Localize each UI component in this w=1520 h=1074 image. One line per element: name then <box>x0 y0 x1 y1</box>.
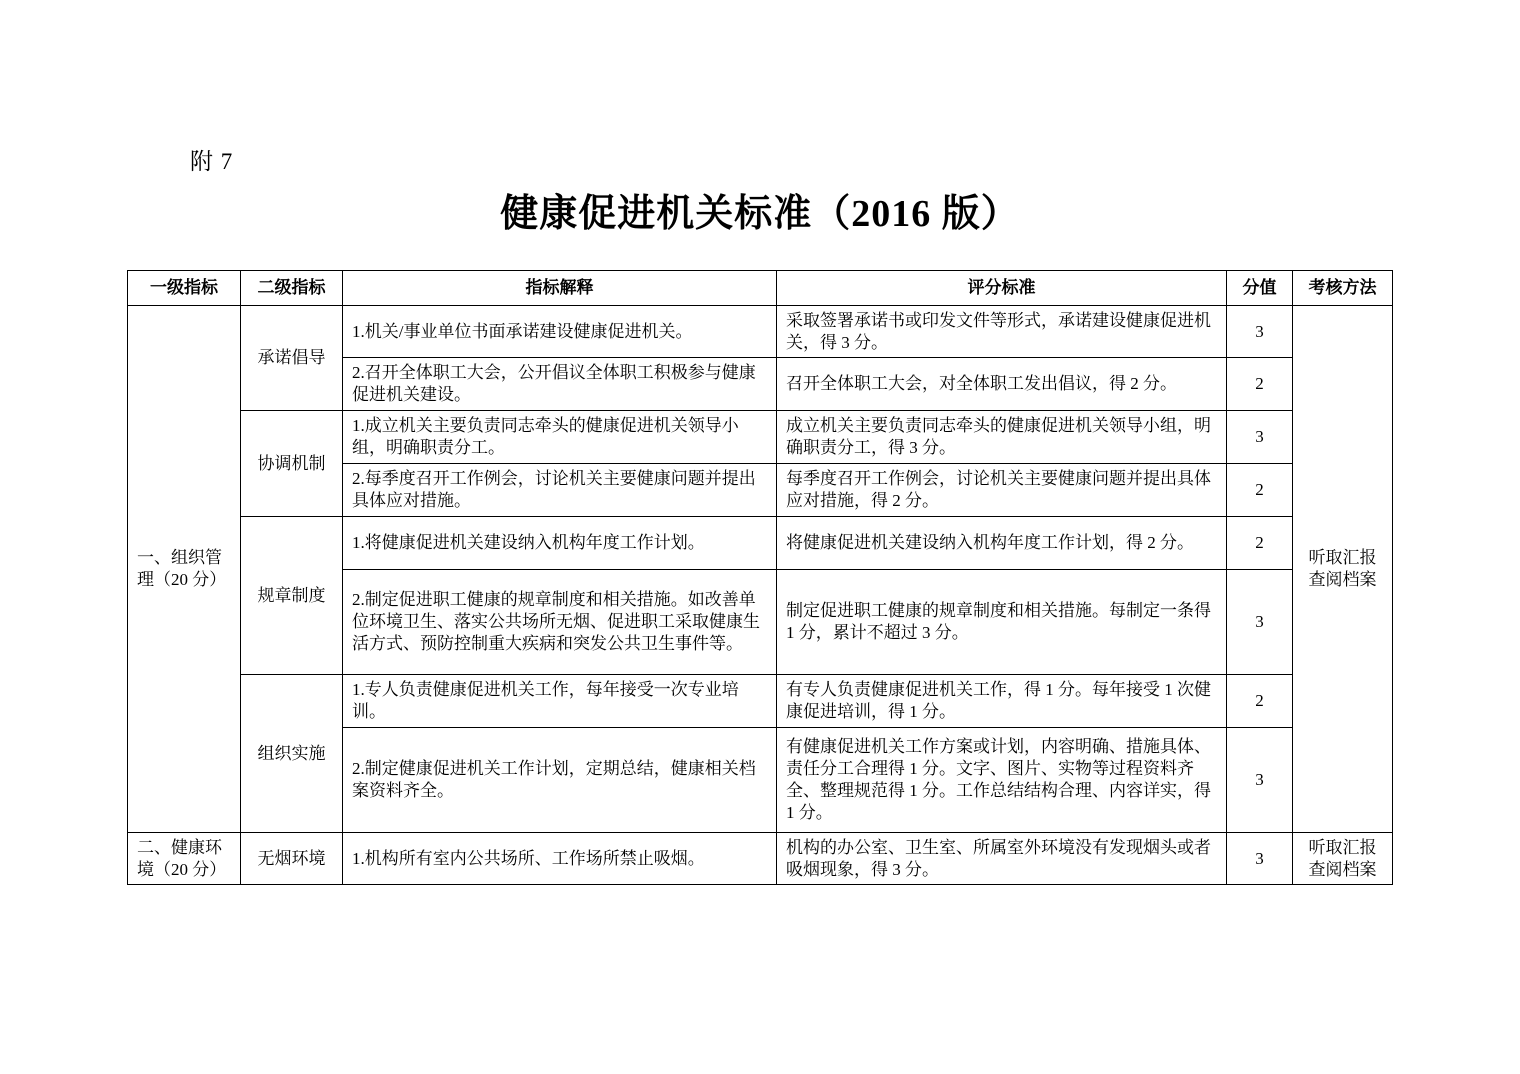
method-cell: 听取汇报查阅档案 <box>1293 833 1393 885</box>
level2-cell: 协调机制 <box>241 411 343 517</box>
score-cell: 3 <box>1227 306 1293 358</box>
criteria-cell: 召开全体职工大会，对全体职工发出倡议，得 2 分。 <box>777 358 1227 411</box>
explain-cell: 2.制定健康促进机关工作计划，定期总结，健康相关档案资料齐全。 <box>343 728 777 833</box>
header-level1: 一级指标 <box>128 271 241 306</box>
criteria-cell: 制定促进职工健康的规章制度和相关措施。每制定一条得 1 分，累计不超过 3 分。 <box>777 570 1227 675</box>
standards-table <box>127 270 1393 885</box>
level2-cell: 规章制度 <box>241 517 343 675</box>
explain-cell: 2.召开全体职工大会，公开倡议全体职工积极参与健康促进机关建设。 <box>343 358 777 411</box>
score-cell: 3 <box>1227 570 1293 675</box>
criteria-cell: 采取签署承诺书或印发文件等形式，承诺建设健康促进机关，得 3 分。 <box>777 306 1227 358</box>
header-explain: 指标解释 <box>343 271 777 306</box>
table-row <box>128 675 1393 728</box>
score-cell: 3 <box>1227 833 1293 885</box>
document-title: 健康促进机关标准（2016 版） <box>500 193 1020 235</box>
explain-cell: 2.每季度召开工作例会，讨论机关主要健康问题并提出具体应对措施。 <box>343 464 777 517</box>
criteria-cell: 有健康促进机关工作方案或计划，内容明确、措施具体、责任分工合理得 1 分。文字、图片、实物等过程资料齐全、整理规范得 1 分。工作总结结构合理、内容详实，得 1 分。 <box>777 728 1227 833</box>
table-header-row <box>128 271 1393 306</box>
header-criteria: 评分标准 <box>777 271 1227 306</box>
explain-cell: 1.将健康促进机关建设纳入机构年度工作计划。 <box>343 517 777 570</box>
explain-cell: 1.成立机关主要负责同志牵头的健康促进机关领导小组，明确职责分工。 <box>343 411 777 464</box>
score-cell: 2 <box>1227 675 1293 728</box>
explain-cell: 2.制定促进职工健康的规章制度和相关措施。如改善单位环境卫生、落实公共场所无烟、促进职工采取健康生活方式、预防控制重大疾病和突发公共卫生事件等。 <box>343 570 777 675</box>
explain-cell: 1.专人负责健康促进机关工作，每年接受一次专业培训。 <box>343 675 777 728</box>
criteria-cell: 每季度召开工作例会，讨论机关主要健康问题并提出具体应对措施，得 2 分。 <box>777 464 1227 517</box>
score-cell: 2 <box>1227 358 1293 411</box>
score-cell: 2 <box>1227 517 1293 570</box>
criteria-cell: 有专人负责健康促进机关工作，得 1 分。每年接受 1 次健康促进培训，得 1 分。 <box>777 675 1227 728</box>
table-row <box>128 517 1393 570</box>
header-score: 分值 <box>1227 271 1293 306</box>
table-row <box>128 306 1393 358</box>
level2-cell: 组织实施 <box>241 675 343 833</box>
header-method: 考核方法 <box>1293 271 1393 306</box>
table-row <box>128 833 1393 885</box>
score-cell: 2 <box>1227 464 1293 517</box>
level1-cell: 二、健康环境（20 分） <box>128 833 241 885</box>
score-cell: 3 <box>1227 728 1293 833</box>
explain-cell: 1.机关/事业单位书面承诺建设健康促进机关。 <box>343 306 777 358</box>
criteria-cell: 将健康促进机关建设纳入机构年度工作计划，得 2 分。 <box>777 517 1227 570</box>
level2-cell: 承诺倡导 <box>241 306 343 411</box>
explain-cell: 1.机构所有室内公共场所、工作场所禁止吸烟。 <box>343 833 777 885</box>
level2-cell: 无烟环境 <box>241 833 343 885</box>
method-cell: 听取汇报查阅档案 <box>1293 306 1393 833</box>
score-cell: 3 <box>1227 411 1293 464</box>
header-level2: 二级指标 <box>241 271 343 306</box>
level1-cell: 一、组织管理（20 分） <box>128 306 241 833</box>
criteria-cell: 成立机关主要负责同志牵头的健康促进机关领导小组，明确职责分工，得 3 分。 <box>777 411 1227 464</box>
criteria-cell: 机构的办公室、卫生室、所属室外环境没有发现烟头或者吸烟现象，得 3 分。 <box>777 833 1227 885</box>
annex-label: 附 7 <box>190 149 234 174</box>
table-row <box>128 411 1393 464</box>
